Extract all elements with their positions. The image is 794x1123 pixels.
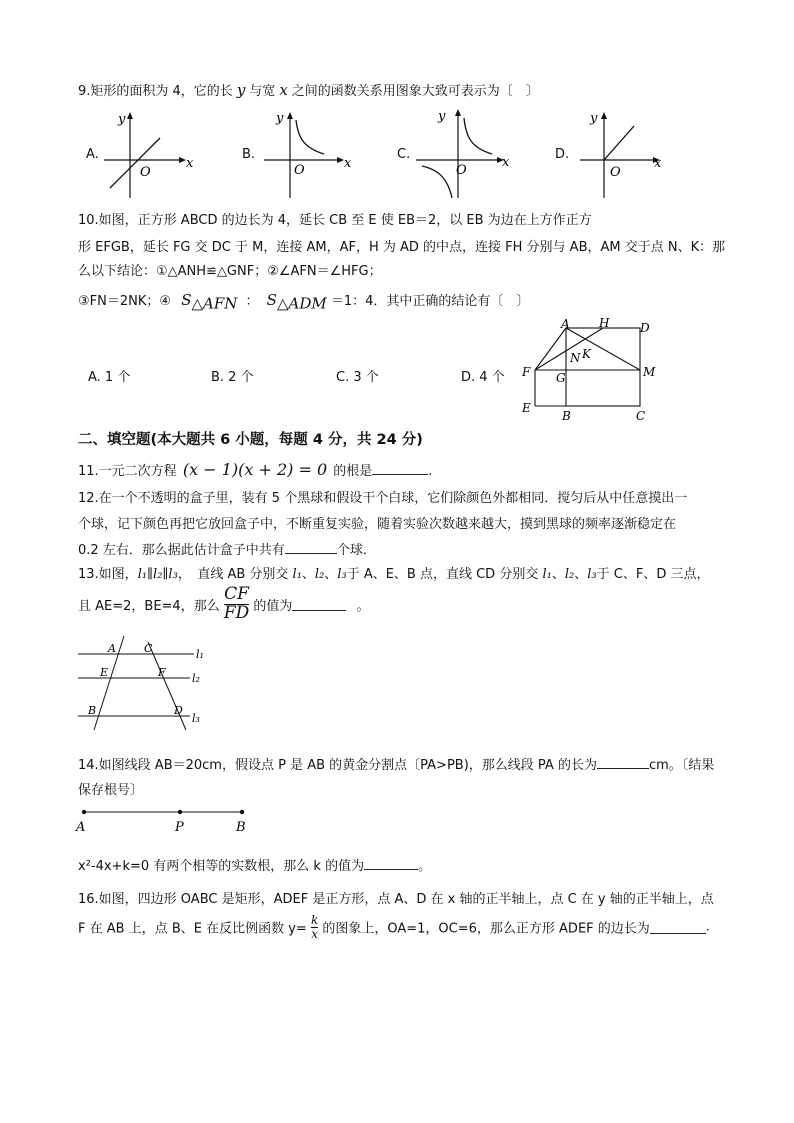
q13-answer-blank[interactable] (292, 598, 346, 611)
q13-line2 (78, 586, 370, 623)
q10-option-a[interactable]: A. 1 个 (88, 370, 131, 385)
q13-l3: l₃ (337, 567, 347, 582)
q10-s-adm-sub: △ADM (276, 294, 327, 313)
q12-answer-blank[interactable] (285, 541, 337, 554)
q13-line1-d: 于 C、F、D 三点， (596, 567, 710, 582)
q9a-axis-y-label: y (118, 112, 126, 127)
q9-option-c[interactable]: C. (397, 147, 411, 162)
q10-label-K: K (582, 347, 591, 361)
q9d-origin-label: O (610, 165, 621, 180)
q9b-axis-y-label: y (276, 111, 284, 126)
q14-figure (72, 804, 256, 836)
q11-end: . (428, 464, 433, 479)
q12-line1: 12.在一个不透明的盒子里，装有 5 个黑球和假设干个白球，它们除颜色外都相同．搅匀后从中任意摸出一 (78, 491, 688, 506)
q13-parallel: l₁∥l₂∥l₃ (137, 567, 178, 582)
q13-fraction (224, 586, 249, 623)
q11-line (78, 460, 432, 479)
q13-line1-b: ， 直线 AB 分别交 (177, 567, 289, 582)
q13-label-F: F (158, 666, 166, 679)
q9c-axis-y-label: y (438, 109, 446, 124)
q11-equation: (x − 1)(x + 2) = 0 (182, 460, 328, 479)
q10-label-A: A (561, 318, 570, 331)
q9-option-a[interactable]: A. (86, 147, 99, 162)
q13-label-E: E (100, 666, 109, 679)
q10-line3: 么以下结论：①△ANH≌△GNF；②∠AFN＝∠HFG； (78, 264, 382, 279)
q9d-axis-x-label: x (654, 156, 662, 171)
q13-l1-b: l₁ (542, 567, 552, 582)
q13-line1-c: 于 A、E、B 点，直线 CD 分别交 (346, 567, 539, 582)
q13-l2: l₂ (314, 567, 325, 582)
q10-label-F: F (522, 365, 531, 379)
q10-label-E: E (522, 401, 531, 415)
q9-option-d[interactable]: D. (555, 147, 570, 162)
q13-line2-b: 的值为 (253, 598, 293, 614)
q16-line2-a: F 在 AB 上，点 B、E 在反比例函数 y= (78, 921, 307, 937)
q9b-origin-label: O (294, 163, 305, 178)
q9c-origin-label: O (456, 163, 467, 178)
q10-s-adm: S (266, 291, 277, 309)
q15-text-b: 。 (418, 859, 432, 874)
q10-figure (516, 318, 666, 426)
q9-var-y: y (236, 81, 246, 99)
q9-mid: 与宽 (249, 84, 276, 99)
q9a-axis-x-label: x (186, 156, 194, 171)
q9b-axis-x-label: x (344, 156, 352, 171)
q13-label-l3: l₃ (192, 712, 200, 725)
q14-answer-blank[interactable] (597, 756, 649, 769)
q15-text-a: x²-4x+k=0 有两个相等的实数根，那么 k 的值为 (78, 859, 365, 874)
q13-l1: l₁ (292, 567, 302, 582)
q10-option-d[interactable]: D. 4 个 (461, 370, 505, 385)
q10-line2: 形 EFGB，延长 FG 交 DC 于 M，连接 AM，AF，H 为 AD 的中点，连接 FH 分别与 AB，AM 交于点 N、K：那 (78, 240, 726, 255)
q11-answer-blank[interactable] (372, 462, 428, 475)
q11-prefix: 11.一元二次方程 (78, 464, 177, 479)
q9-var-x: x (279, 81, 288, 99)
q10-line4 (78, 290, 529, 313)
q12-line3-b: 个球． (336, 543, 376, 558)
q13-label-C: C (144, 642, 153, 655)
q13-l2-b: l₂ (564, 567, 575, 582)
q16-frac-num: k (310, 913, 319, 927)
q9-prefix: 9.矩形的面积为 4，它的长 (78, 84, 233, 99)
q10-line4-b: ＝1：4．其中正确的结论有〔 〕 (330, 294, 530, 309)
q15-answer-blank[interactable] (364, 857, 418, 870)
q10-label-D: D (640, 321, 650, 335)
q16-answer-blank[interactable] (650, 921, 706, 934)
q14-label-P: P (175, 820, 184, 835)
section2-title: 二、填空题(本大题共 6 小题，每题 4 分，共 24 分) (78, 432, 423, 448)
q13-line2-a: 且 AE=2，BE=4，那么 (78, 598, 220, 614)
q16-line2-b: 的图象上，OA=1，OC=6，那么正方形 ADEF 的边长为 (322, 921, 650, 937)
q14-line1-b: cm。〔结果 (648, 758, 715, 773)
q9a-origin-label: O (140, 165, 151, 180)
q10-label-G: G (556, 371, 566, 385)
q14-line1-a: 14.如图线段 AB＝20cm，假设点 P 是 AB 的黄金分割点〔PA>PB)，那么线段 PA 的长为 (78, 758, 597, 773)
q13-line1: 13.如图，l₁∥l₂∥l₃， 直线 AB 分别交 l₁、l₂、l₃于 A、E、B 点，直线 CD 分别交 l₁、l₂、l₃于 C、F、D 三点， (78, 567, 710, 582)
q10-label-M: M (643, 365, 656, 379)
q14-line2: 保存根号〕 (78, 783, 144, 798)
q9c-axis-x-label: x (502, 155, 510, 170)
q9d-axis-y-label: y (590, 111, 598, 126)
q10-line4-a: ③FN＝2NK；④ (78, 294, 172, 309)
q10-label-H: H (599, 318, 610, 330)
q10-option-b[interactable]: B. 2 个 (211, 370, 254, 385)
q13-label-D: D (174, 704, 183, 717)
q13-line2-c: 。 (356, 598, 370, 614)
q12-line3-a: 0.2 左右．那么据此估计盒子中共有 (78, 543, 285, 558)
q12-line2: 个球，记下颜色再把它放回盒子中，不断重复实验，随着实验次数越来越大，摸到黑球的频率逐渐稳定在 (78, 517, 677, 532)
q9-stem (78, 80, 539, 99)
q9-graph-a (100, 108, 200, 200)
q16-fraction (311, 914, 318, 940)
q13-frac-num: CF (224, 584, 249, 604)
q10-label-C: C (636, 409, 646, 423)
q13-l3-b: l₃ (587, 567, 597, 582)
q10-label-N: N (570, 351, 581, 365)
q13-label-B: B (88, 704, 97, 717)
q11-suffix: 的根是 (333, 464, 373, 479)
q13-label-A: A (108, 642, 116, 655)
q9-option-b[interactable]: B. (242, 147, 256, 162)
q16-line2 (78, 914, 710, 940)
q14-label-A: A (76, 820, 86, 835)
q14-label-B: B (236, 820, 246, 835)
q13-figure (74, 632, 224, 732)
q14-line1 (78, 754, 714, 773)
q13-line1-a: 13.如图， (78, 567, 138, 582)
q13-label-l1: l₁ (196, 648, 204, 661)
q10-label-B: B (562, 409, 571, 423)
q10-s-afn-sub: △AFN (191, 294, 238, 313)
q10-line1: 10.如图，正方形 ABCD 的边长为 4，延长 CB 至 E 使 EB＝2，以 EB 为边在上方作正方 (78, 213, 592, 228)
q10-s-afn: S (181, 291, 192, 309)
q16-frac-den: x (311, 926, 318, 941)
q15-line (78, 855, 431, 874)
q13-label-l2: l₂ (192, 672, 200, 685)
q10-option-c[interactable]: C. 3 个 (336, 370, 379, 385)
q9-graph-b (258, 108, 358, 200)
q10-colon: ： (245, 294, 259, 309)
q16-line2-c: . (705, 919, 710, 935)
q9-graph-c (412, 104, 516, 200)
q12-line3 (78, 539, 376, 558)
q9-graph-d (576, 108, 676, 200)
q9-suffix: 之间的函数关系用图象大致可表示为〔 〕 (291, 84, 539, 99)
q16-line1: 16.如图，四边形 OABC 是矩形，ADEF 是正方形，点 A、D 在 x 轴的正半轴上，点 C 在 y 轴的正半轴上，点 (78, 892, 714, 907)
q13-frac-den: FD (223, 602, 250, 623)
